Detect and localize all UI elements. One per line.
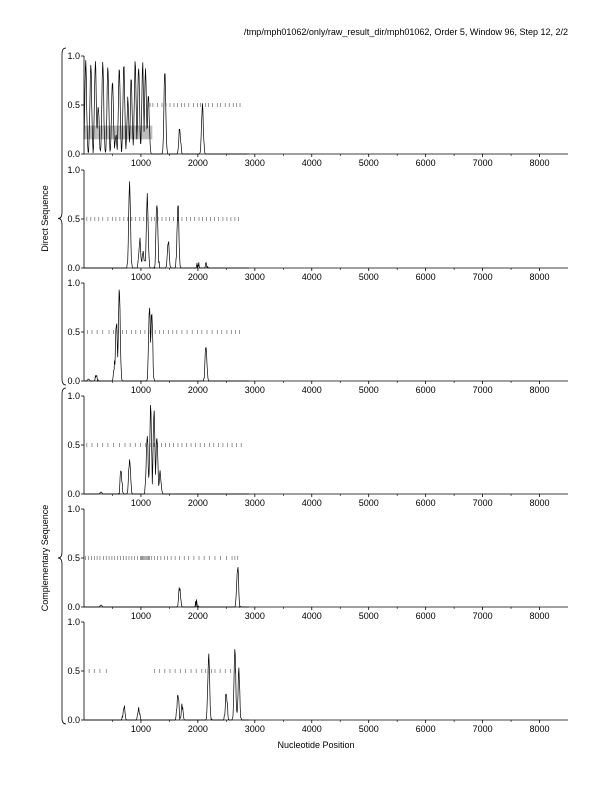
x-tick-label: 6000 [415,611,436,621]
group-brace [58,388,66,724]
panel-3 [67,278,568,395]
x-tick-label: 3000 [244,385,265,395]
x-tick-label: 1000 [130,158,151,168]
x-tick-label: 1000 [130,611,151,621]
y-tick-label: 0.5 [67,214,80,224]
x-tick-label: 3000 [244,272,265,282]
x-tick-label: 4000 [301,611,322,621]
x-tick-label: 2000 [187,158,208,168]
x-tick-label: 5000 [358,724,379,734]
x-tick-label: 7000 [472,611,493,621]
x-tick-label: 4000 [301,272,322,282]
panel-1 [67,51,568,168]
page-title: /tmp/mph01062/only/raw_result_dir/mph01062, Order 5, Window 96, Step 12, 2/2 [243,27,568,37]
x-tick-label: 5000 [358,385,379,395]
x-tick-label: 3000 [244,611,265,621]
x-tick-label: 2000 [187,724,208,734]
x-tick-label: 4000 [301,385,322,395]
y-tick-label: 1.0 [67,51,80,61]
y-tick-label: 0.0 [67,149,80,159]
y-tick-label: 0.0 [67,715,80,725]
group-label: Direct Sequence [40,185,50,252]
y-tick-label: 1.0 [67,165,80,175]
x-tick-label: 7000 [472,385,493,395]
group-brace [58,48,66,385]
x-tick-label: 2000 [187,498,208,508]
y-tick-label: 0.0 [67,489,80,499]
x-tick-label: 6000 [415,385,436,395]
group-label: Complementary Sequence [40,504,50,612]
panel-6 [67,617,568,734]
x-tick-label: 3000 [244,498,265,508]
series-line [84,649,249,720]
x-tick-label: 1000 [130,272,151,282]
x-tick-label: 8000 [529,724,550,734]
x-tick-label: 2000 [187,611,208,621]
panel-2 [67,165,568,282]
y-tick-label: 0.5 [67,553,80,563]
x-tick-label: 7000 [472,158,493,168]
y-tick-label: 1.0 [67,617,80,627]
y-tick-label: 0.5 [67,666,80,676]
x-tick-label: 4000 [301,498,322,508]
series-line [84,290,249,381]
y-tick-label: 0.0 [67,602,80,612]
x-tick-label: 6000 [415,498,436,508]
x-tick-label: 5000 [358,611,379,621]
y-tick-label: 0.5 [67,327,80,337]
x-tick-label: 1000 [130,385,151,395]
y-tick-label: 0.0 [67,263,80,273]
x-tick-label: 7000 [472,498,493,508]
y-tick-label: 1.0 [67,391,80,401]
series-line [84,405,249,494]
series-line [84,567,249,607]
series-line [84,60,249,154]
x-tick-label: 8000 [529,498,550,508]
x-tick-label: 2000 [187,272,208,282]
x-tick-label: 1000 [130,498,151,508]
y-tick-label: 1.0 [67,504,80,514]
x-tick-label: 8000 [529,272,550,282]
panel-5 [67,504,568,621]
x-tick-label: 3000 [244,158,265,168]
y-tick-label: 0.5 [67,100,80,110]
y-tick-label: 0.0 [67,376,80,386]
x-tick-label: 3000 [244,724,265,734]
x-tick-label: 8000 [529,611,550,621]
x-tick-label: 8000 [529,385,550,395]
x-tick-label: 6000 [415,158,436,168]
panel-4 [67,391,568,508]
x-axis-label: Nucleotide Position [277,740,355,750]
y-tick-label: 1.0 [67,278,80,288]
x-tick-label: 5000 [358,272,379,282]
x-tick-label: 6000 [415,272,436,282]
series-line [84,181,249,268]
x-tick-label: 1000 [130,724,151,734]
x-tick-label: 7000 [472,724,493,734]
x-tick-label: 6000 [415,724,436,734]
x-tick-label: 7000 [472,272,493,282]
x-tick-label: 5000 [358,498,379,508]
x-tick-label: 2000 [187,385,208,395]
x-tick-label: 4000 [301,158,322,168]
y-tick-label: 0.5 [67,440,80,450]
x-tick-label: 8000 [529,158,550,168]
x-tick-label: 5000 [358,158,379,168]
x-tick-label: 4000 [301,724,322,734]
